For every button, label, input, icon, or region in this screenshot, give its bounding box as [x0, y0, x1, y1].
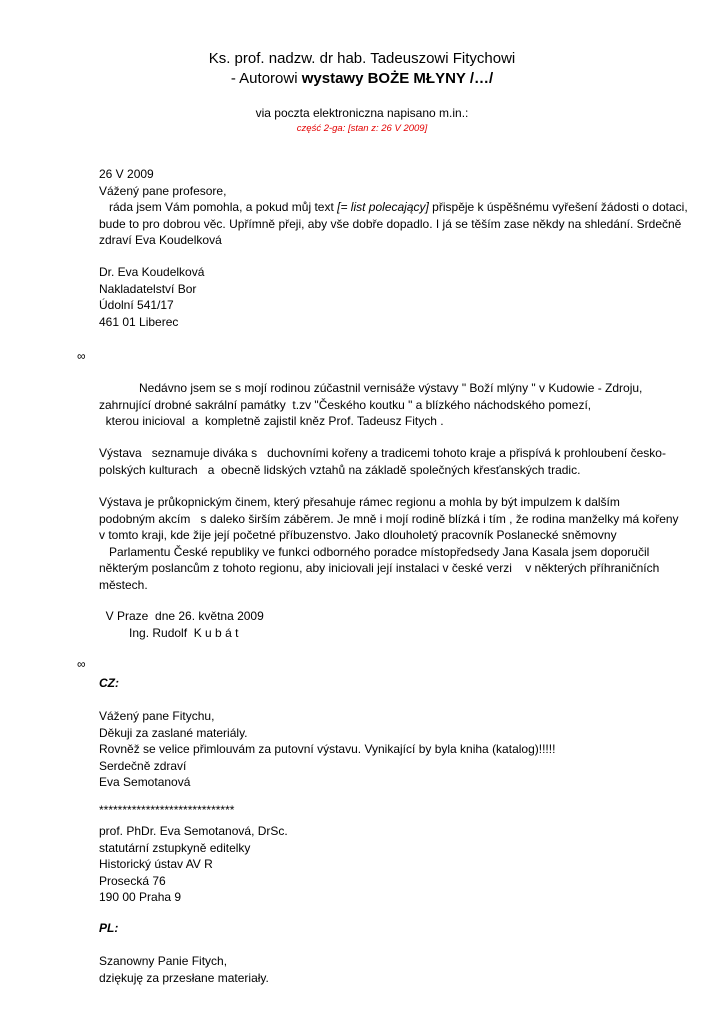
infinity-separator: ∞: [77, 349, 86, 363]
infinity-separator: ∞: [77, 657, 86, 671]
letter-kubat-p3: [99, 494, 694, 593]
letter-body-line: dziękuję za przesłane materiały.: [99, 970, 269, 985]
signature-line: Údolní 541/17: [99, 298, 174, 312]
letter-body-line: Serdečně zdraví: [99, 758, 187, 773]
letter-body-line: podobným akcím s daleko širším záběrem. Je mně i mojí rodině blízká i tím , že rodina manželky má kořeny: [99, 511, 679, 526]
via-note: via poczta elektroniczna napisano m.in.:: [255, 106, 469, 120]
text-run: přispěje k úspěšnému vyřešení žádosti o dotaci,: [428, 200, 688, 214]
letter-salutation: Vážený pane profesore,: [99, 183, 227, 198]
language-label-cz: CZ:: [99, 676, 119, 690]
page-subtitle: [0, 70, 724, 87]
signature-line: Nakladatelství Bor: [99, 281, 197, 296]
letter-kubat-p2: [99, 445, 694, 478]
signature-koudelkova: [99, 264, 694, 330]
letter-body-line: Parlamentu České republiky ve funkci odborného poradce místopředsedy Jana Kasala jsem doporučil: [99, 544, 650, 559]
language-label-pl: PL:: [99, 921, 119, 935]
letter-semotanova: [99, 708, 694, 791]
letter-body-line: kterou inicioval a kompletně zajistil kněz Prof. Tadeusz Fitych .: [99, 414, 444, 428]
signature-line: Prosecká 76: [99, 873, 166, 888]
signature-line: prof. PhDr. Eva Semotanová, DrSc.: [99, 824, 288, 838]
letter-body-line: některým poslancům z tohoto regionu, aby iniciovali její instalaci v české verzi v některých příhraničních: [99, 561, 660, 575]
star-divider: *****************************: [99, 803, 235, 817]
letter-kubat: [99, 380, 694, 430]
letter-body-line: Výstava je průkopnickým činem, který přesahuje rámec regionu a mohla by být impulzem k dalším: [99, 495, 620, 509]
letter-body-line: Eva Semotanová: [99, 775, 191, 789]
italic-note: [= list polecający]: [337, 200, 429, 214]
letter-body-line: bude to pro dobrou věc. Upřímně přeji, aby vše dobře dopadlo. I já se těším zase někdy na shledání. Srdečně: [99, 216, 682, 231]
letter-koudelkova: [99, 166, 694, 249]
letter-polish: [99, 953, 694, 986]
signature-kubat: [99, 608, 694, 641]
letter-body-line: zdraví Eva Koudelková: [99, 233, 222, 247]
signature-line: Dr. Eva Koudelková: [99, 265, 205, 279]
letter-body-line: v tomto kraji, kde žije její početné příbuzenstvo. Jako dlouholetý pracovník Poslanecké sněmovny: [99, 528, 617, 542]
letter-body-line: Vážený pane Fitychu,: [99, 709, 215, 723]
letter-date: 26 V 2009: [99, 167, 154, 181]
text-run: ráda jsem Vám pomohla, a pokud můj text: [99, 200, 338, 214]
letter-body-line: Nedávno jsem se s mojí rodinou zúčastnil vernisáže výstavy " Boží mlýny " v Kudowie - Zdroju,: [99, 381, 643, 395]
signature-line: 461 01 Liberec: [99, 314, 179, 329]
subtitle-prefix: - Autorowi: [230, 70, 302, 87]
letter-body-line: Szanowny Panie Fitych,: [99, 954, 228, 968]
signature-line: 190 00 Praha 9: [99, 890, 182, 904]
letter-body-line: Rovněž se velice přimlouvám za putovní výstavu. Vynikající by byla kniha (katalog)!!!!!: [99, 742, 556, 756]
exhibition-name: wystawy BOŻE MŁYNY /…/: [301, 70, 494, 87]
signature-line: Historický ústav AV R: [99, 857, 213, 871]
signature-line: statutární zstupkyně editelky: [99, 840, 251, 855]
letter-body-line: zahrnující drobné sakrální památky t.zv "Českého koutku " a blízkého náchodského pomezí,: [99, 397, 592, 412]
letter-body-line: Děkuji za zaslané materiály.: [99, 725, 248, 740]
part-label: część 2-ga: [stan z: 26 V 2009]: [296, 123, 428, 134]
letter-body-line: [99, 199, 694, 216]
signature-semotanova: [99, 823, 694, 906]
signature-line: Ing. Rudolf K u b á t: [99, 625, 239, 640]
letter-body-line: polských kulturach a obecně lidských vztahů na základě společných křesťanských tradic.: [99, 462, 581, 477]
place-date: V Praze dne 26. května 2009: [99, 609, 264, 623]
page-title: Ks. prof. nadzw. dr hab. Tadeuszowi Fitychowi: [208, 50, 516, 67]
letter-body-line: městech.: [99, 577, 148, 592]
letter-body-line: Výstava seznamuje diváka s duchovními kořeny a tradicemi tohoto kraje a přispívá k prohloubení česko-: [99, 446, 666, 460]
